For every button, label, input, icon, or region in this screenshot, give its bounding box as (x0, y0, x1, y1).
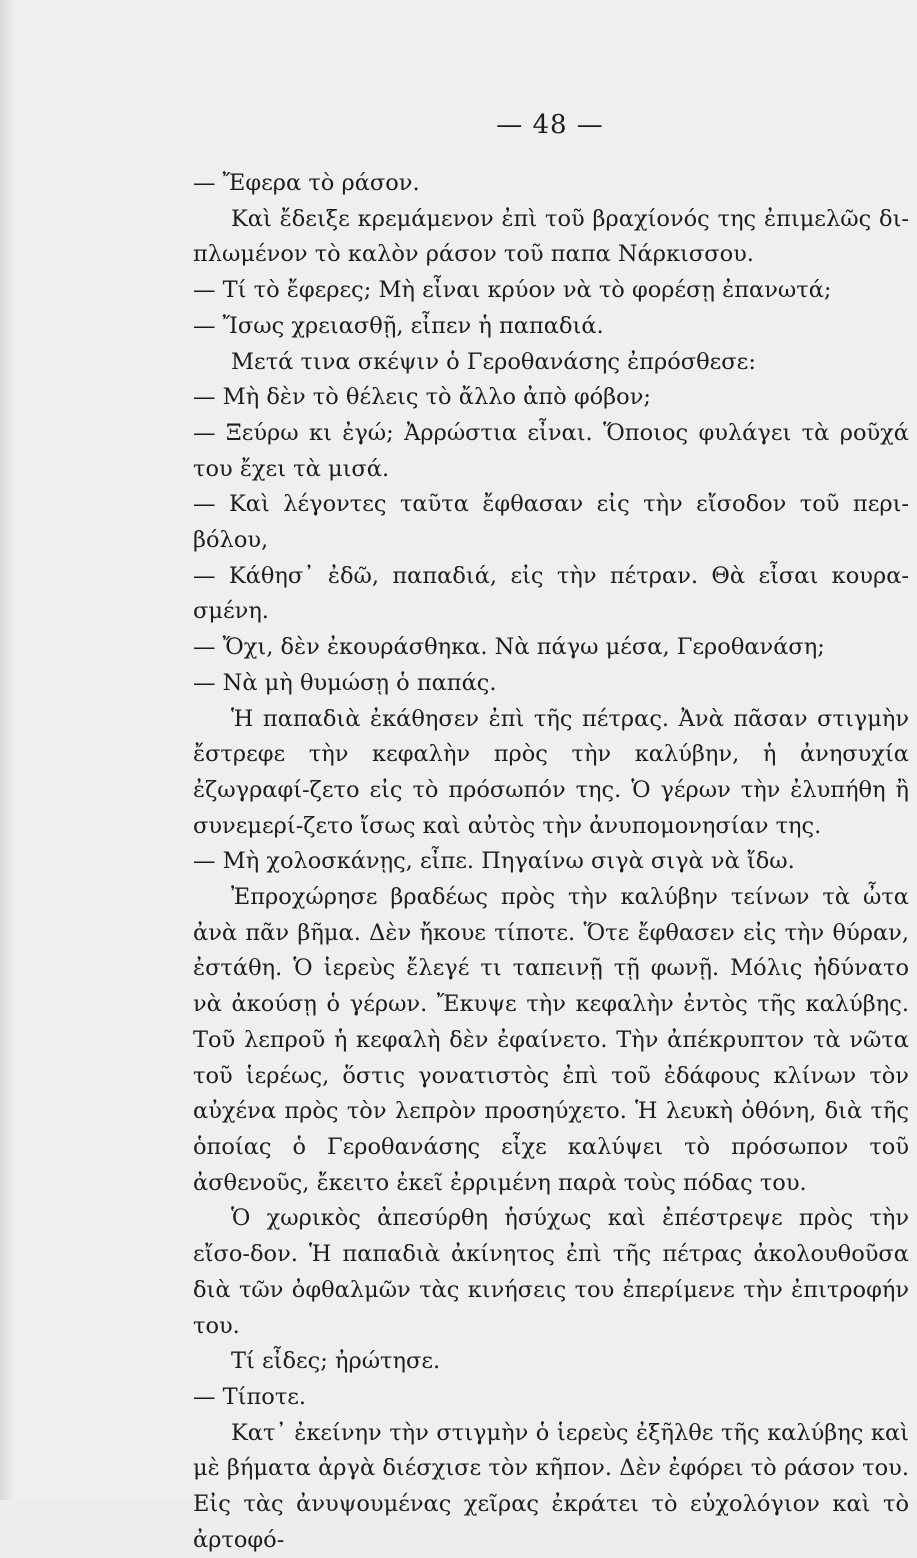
page-edge-shadow (0, 0, 14, 1500)
paragraph: — Μὴ δὲν τὸ θέλεις τὸ ἄλλο ἀπὸ φόβον; (193, 384, 651, 411)
paragraph: Ἡ παπαδιὰ ἐκάθησεν ἐπὶ τῆς πέτρας. Ἀνὰ πᾶσαν στιγμὴν ἔστρεφε τὴν κεφαλὴν πρὸς τὴν καλύβην, ἡ ἀνησυχία ἐζωγραφί-ζετο εἰς τὸ πρόσωπόν της. Ὁ γέρων τὴν ἐλυπήθη ἢ συνεμερί-ζετο ἴσως καὶ αὐτὸς τὴν ἀνυπομονησίαν της. (193, 705, 909, 839)
paragraph: — Κάθησ᾽ ἐδῶ, παπαδιά, εἰς τὴν πέτραν. Θὰ εἶσαι κουρα-σμένη. (193, 562, 909, 625)
paragraph: Κατ᾽ ἐκείνην τὴν στιγμὴν ὁ ἱερεὺς ἐξῆλθε τῆς καλύβης καὶ μὲ βήματα ἀργὰ διέσχισε τὸν κῆπον. Δὲν ἐφόρει τὸ ράσον του. Εἰς τὰς ἀνυψουμένας χεῖρας ἐκράτει τὸ εὐχολόγιον καὶ τὸ ἀρτοφό- (193, 1419, 909, 1553)
paragraph: — Ξεύρω κι ἐγώ; Ἀρρώστια εἶναι. Ὅποιος φυλάγει τὰ ροῦχά του ἔχει τὰ μισά. (193, 419, 909, 482)
paragraph: Ὁ χωρικὸς ἀπεσύρθη ἡσύχως καὶ ἐπέστρεψε πρὸς τὴν εἴσο-δον. Ἡ παπαδιὰ ἀκίνητος ἐπὶ τῆς πέτρας ἀκολουθοῦσα διὰ τῶν ὀφθαλμῶν τὰς κινήσεις του ἐπερίμενε τὴν ἐπιτροφήν του. (193, 1205, 909, 1339)
paragraph: Καὶ ἔδειξε κρεμάμενον ἐπὶ τοῦ βραχίονός της ἐπιμελῶς δι-πλωμένον τὸ καλὸν ράσον τοῦ παπα Νάρκισσου. (193, 205, 909, 268)
paragraph: Μετά τινα σκέψιν ὁ Γεροθανάσης ἐπρόσθεσε: (231, 348, 756, 375)
paragraph: — Ὄχι, δὲν ἐκουράσθηκα. Νὰ πάγω μέσα, Γεροθανάση; (193, 634, 825, 661)
paragraph: — Καὶ λέγοντες ταῦτα ἔφθασαν εἰς τὴν εἴσοδον τοῦ περι-βόλου, (193, 491, 909, 554)
paragraph: — Νὰ μὴ θυμώσῃ ὁ παπάς. (193, 669, 497, 696)
page-number: — 48 — (496, 110, 604, 140)
paragraph: — Τίποτε. (193, 1383, 307, 1410)
paragraph: — Τί τὸ ἔφερες; Μὴ εἶναι κρύον νὰ τὸ φορέσῃ ἐπανωτά; (193, 277, 832, 304)
body-text (193, 166, 909, 1558)
paragraph: — Ἔφερα τὸ ράσον. (193, 170, 420, 196)
paragraph: Τί εἶδες; ἠρώτησε. (231, 1348, 441, 1375)
paragraph: — Μὴ χολοσκάνῃς, εἶπε. Πηγαίνω σιγὰ σιγὰ νὰ ἴδω. (193, 848, 795, 875)
paragraph: Ἐπροχώρησε βραδέως πρὸς τὴν καλύβην τείνων τὰ ὦτα ἀνὰ πᾶν βῆμα. Δὲν ἤκουε τίποτε. Ὅτε ἔφθασεν εἰς τὴν θύραν, ἐστάθη. Ὁ ἱερεὺς ἔλεγέ τι ταπεινῇ τῇ φωνῇ. Μόλις ἠδύνατο νὰ ἀκούσῃ ὁ γέρων. Ἔκυψε τὴν κεφαλὴν ἐντὸς τῆς καλύβης. Τοῦ λεπροῦ ἡ κεφαλὴ δὲν ἐφαίνετο. Τὴν ἀπέκρυπτον τὰ νῶτα τοῦ ἱερέως, ὅστις γονατιστὸς ἐπὶ τοῦ ἐδάφους κλίνων τὸν αὐχένα πρὸς τὸν λεπρὸν προσηύχετο. Ἡ λευκὴ ὀθόνη, διὰ τῆς ὁποίας ὁ Γεροθανάσης εἶχε καλύψει τὸ πρόσωπον τοῦ ἀσθενοῦς, ἔκειτο ἐκεῖ ἐρριμένη παρὰ τοὺς πόδας του. (193, 884, 909, 1196)
paragraph: — Ἴσως χρειασθῇ, εἶπεν ἡ παπαδιά. (193, 312, 604, 339)
